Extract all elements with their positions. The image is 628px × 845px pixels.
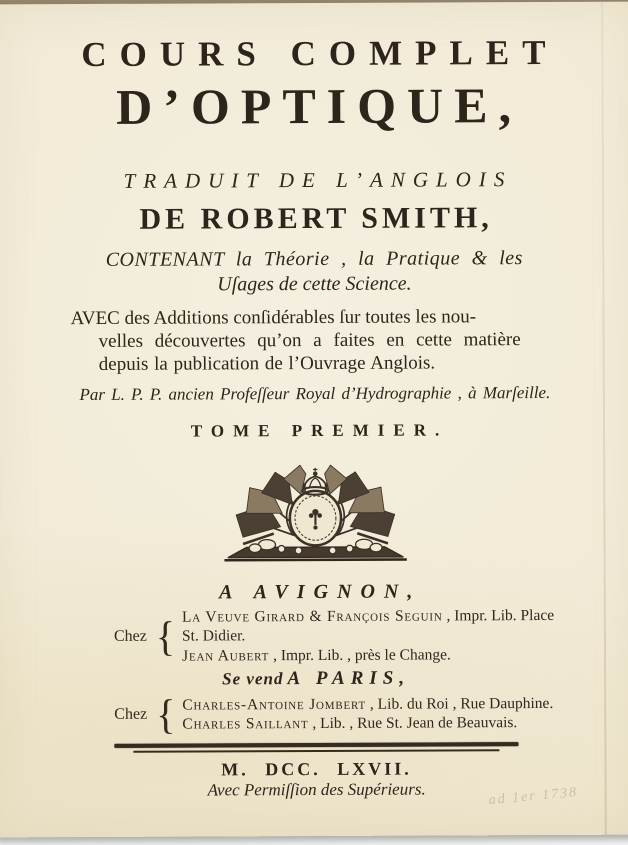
publisher-entry bbox=[182, 644, 574, 665]
volume-line: TOME PREMIER. bbox=[190, 419, 449, 441]
paris-city-line bbox=[58, 666, 574, 692]
permission-line: Avec Permiſſion des Supérieurs. bbox=[207, 779, 426, 800]
title-page-content bbox=[55, 2, 574, 801]
pencil-annotation: ad 1er 1738 bbox=[488, 784, 580, 809]
vignette-engraving-icon bbox=[217, 460, 413, 565]
additions-line3: depuis la publication de l’Ouvrage Anglois. bbox=[98, 351, 436, 375]
publisher-details: , Lib. , Rue St. Jean de Beauvais. bbox=[308, 714, 518, 733]
publisher-list bbox=[182, 605, 574, 665]
author-line: DE ROBERT SMITH, bbox=[139, 200, 493, 236]
contents-line1: CONTENANT la Théorie , la Pratique & les bbox=[105, 246, 523, 271]
publisher-entry bbox=[182, 693, 553, 714]
publisher-details: , Lib. du Roi , Rue Dauphine. bbox=[365, 694, 554, 713]
brace-glyph: { bbox=[155, 612, 176, 660]
contents-statement bbox=[56, 245, 572, 297]
date-line: M. DCC. LXVII. bbox=[221, 758, 412, 780]
additions-line1: AVEC des Additions conſidérables ſur toutes les nou- bbox=[70, 305, 477, 329]
publisher-name: La Veuve Girard & François Seguin bbox=[181, 606, 443, 626]
translator-line: Par L. P. P. ancien Profeſſeur Royal d’Hydrographie , à Marſeille. bbox=[79, 382, 551, 404]
additions-line2: velles découvertes qu’on a faites en cette matière bbox=[98, 328, 521, 352]
publisher-entry bbox=[182, 605, 574, 646]
publisher-list bbox=[182, 693, 553, 734]
avignon-city-line: A AVIGNON, bbox=[219, 580, 422, 603]
chez-label: Chez bbox=[113, 627, 147, 645]
additions-paragraph bbox=[57, 304, 573, 375]
translation-line: TRADUIT DE L’ANGLOIS bbox=[123, 166, 513, 193]
royal-arms-flags-trophy-vignette bbox=[57, 459, 573, 567]
book-title-page bbox=[0, 2, 628, 838]
rule-thin bbox=[133, 749, 499, 753]
page-title-line2: D’OPTIQUE, bbox=[116, 77, 523, 135]
publisher-details: , Impr. Lib. , près le Change. bbox=[269, 645, 451, 664]
publisher-name: Jean Aubert bbox=[182, 646, 270, 665]
publisher-name: Charles-Antoine Jombert bbox=[182, 695, 367, 714]
page-title-line1: COURS COMPLET bbox=[81, 32, 559, 75]
chez-label: Chez bbox=[114, 705, 148, 723]
se-vend-prefix: Se vend bbox=[222, 669, 284, 689]
paris-city-name: A PARIS, bbox=[287, 667, 411, 690]
paris-publishers bbox=[58, 690, 574, 738]
double-rule bbox=[58, 742, 574, 753]
publisher-details: , Impr. Lib. Place St. Didier. bbox=[181, 606, 555, 645]
publisher-entry bbox=[182, 713, 553, 734]
contents-line2: Uſages de cette Science. bbox=[217, 272, 412, 295]
publisher-name: Charles Saillant bbox=[182, 715, 309, 733]
rule-thick bbox=[114, 742, 518, 748]
avignon-publishers bbox=[58, 605, 574, 666]
brace-glyph: { bbox=[156, 690, 176, 738]
